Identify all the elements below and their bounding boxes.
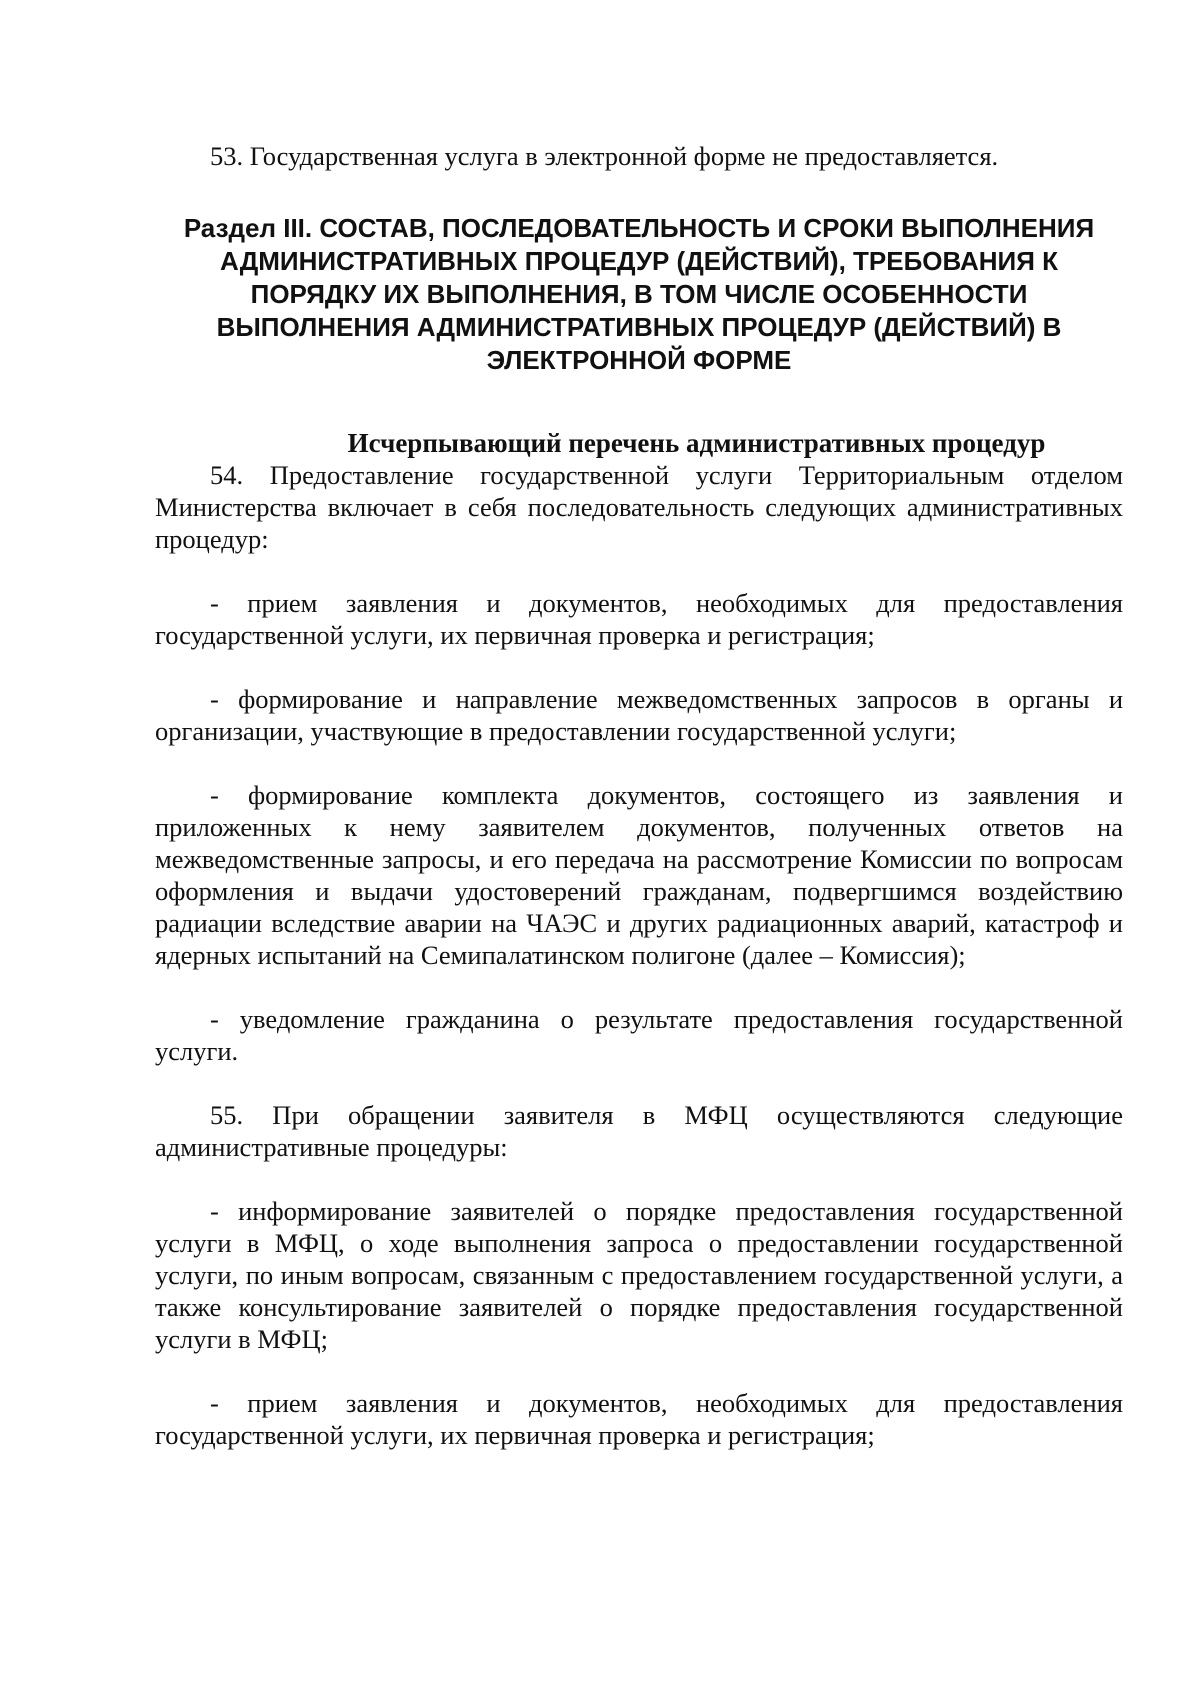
- paragraph-53: 53. Государственная услуга в электронной форме не предоставляется.: [210, 141, 999, 171]
- paragraph-55: 55. При обращении заявителя в МФЦ осуществляются следующие административные процедуры:: [155, 1100, 1123, 1162]
- list-item: - информирование заявителей о порядке предоставления государственной услуги в МФЦ, о ходе выполнения запроса о предоставлении государственной услуги, по иным вопросам, связанным с предоставлением государственной услуги, а также консультирование заявителей о порядке предоставления государственной услуги в МФЦ;: [155, 1196, 1123, 1354]
- list-item: - прием заявления и документов, необходимых для предоставления государственной услуги, их первичная проверка и регистрация;: [155, 1388, 1123, 1450]
- list-item: - прием заявления и документов, необходимых для предоставления государственной услуги, их первичная проверка и регистрация;: [155, 588, 1123, 650]
- list-item: - формирование и направление межведомственных запросов в органы и организации, участвующие в предоставлении государственной услуги;: [155, 684, 1123, 746]
- section-title: Раздел III. СОСТАВ, ПОСЛЕДОВАТЕЛЬНОСТЬ И СРОКИ ВЫПОЛНЕНИЯ АДМИНИСТРАТИВНЫХ ПРОЦЕДУР (ДЕЙСТВИЙ), ТРЕБОВАНИЯ К ПОРЯДКУ ИХ ВЫПОЛНЕНИЯ, В ТОМ ЧИСЛЕ ОСОБЕННОСТИ ВЫПОЛНЕНИЯ АДМИНИСТРАТИВНЫХ ПРОЦЕДУР (ДЕЙСТВИЙ) В ЭЛЕКТРОННОЙ ФОРМЕ: [183, 213, 1095, 375]
- list-item: - уведомление гражданина о результате предоставления государственной услуги.: [155, 1004, 1123, 1066]
- subsection-title: Исчерпывающий перечень административных процедур: [347, 428, 1046, 458]
- paragraph-54: 54. Предоставление государственной услуги Территориальным отделом Министерства включает в себя последовательность следующих административных процедур:: [155, 460, 1123, 554]
- document-page: [155, 140, 1123, 1451]
- list-item: - формирование комплекта документов, состоящего из заявления и приложенных к нему заявителем документов, полученных ответов на межведомственные запросы, и его передача на рассмотрение Комиссии по вопросам оформления и выдачи удостоверений гражданам, подвергшимся воздействию радиации вследствие аварии на ЧАЭС и других радиационных аварий, катастроф и ядерных испытаний на Семипалатинском полигоне (далее – Комиссия);: [155, 780, 1123, 970]
